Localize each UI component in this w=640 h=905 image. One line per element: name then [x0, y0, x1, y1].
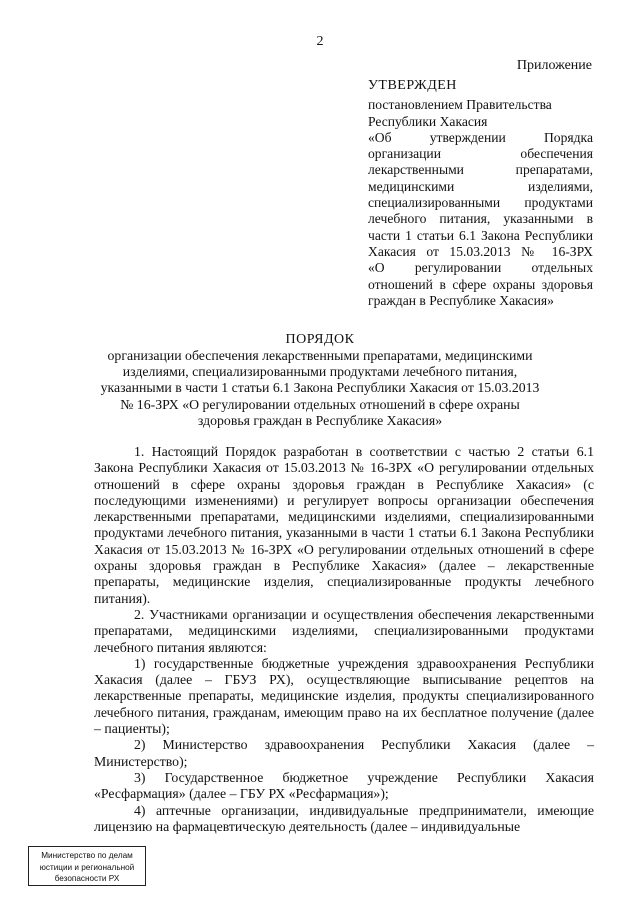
stamp-line: Министерство по делам	[41, 851, 133, 860]
decree-title-line: специализированными продуктами	[368, 195, 593, 211]
paragraph: 1. Настоящий Порядок разработан в соответствии с частью 2 статьи 6.1 Закона Республики Хакасия от 15.03.2013 № 16-ЗРХ «О регулировании отдельных отношений в сфере охраны здоровья граждан в Республике Хакасия» (с последующими изменениями) и регулирует вопросы организации обеспечения лекарственными препаратами, медицинскими изделиями, специализированными продуктами лечебного питания, указанными в части 1 статьи 6.1 Закона Республики Хакасия от 15.03.2013 № 16-ЗРХ «О регулировании отдельных отношений в сфере охраны здоровья граждан в Республике Хакасия» (далее – лекарственные препараты, медицинские изделия, специализированные продукты лечебного питания).	[94, 444, 594, 606]
document-body	[94, 444, 594, 835]
decree-title-line: медицинскими изделиями,	[368, 178, 593, 194]
decree-title-line: «О регулировании отдельных	[368, 260, 593, 276]
registration-stamp	[28, 846, 146, 886]
approved-by-line: Республики Хакасия	[368, 113, 488, 129]
decree-title-line: Хакасия от 15.03.2013 № 16-ЗРХ	[368, 243, 593, 259]
approval-block	[368, 78, 593, 309]
paragraph: 2) Министерство здравоохранения Республики Хакасия (далее – Министерство);	[94, 737, 594, 769]
decree-title-line: лекарственными препаратами,	[368, 162, 593, 178]
paragraph: 4) аптечные организации, индивидуальные предприниматели, имеющие лицензию на фармацевтическую деятельность (далее – индивидуальные	[94, 802, 594, 834]
paragraph: 3) Государственное бюджетное учреждение Республики Хакасия «Ресфармация» (далее – ГБУ РХ «Ресфармация»);	[94, 769, 594, 802]
decree-title-line: организации обеспечения	[368, 146, 593, 162]
approved-heading: УТВЕРЖДЕН	[368, 78, 457, 93]
decree-title-line: «Об утверждении Порядка	[368, 129, 593, 145]
paragraph: 1) государственные бюджетные учреждения здравоохранения Республики Хакасия (далее – ГБУЗ РХ), осуществляющие выписывание рецептов на лекарственные препараты, медицинские изделия, продукты специализированного лечебного питания, гражданам, имеющим право на их бесплатное получение (далее – пациенты);	[94, 655, 594, 737]
decree-title-line: граждан в Республике Хакасия»	[368, 292, 554, 308]
decree-title-line: отношений в сфере охраны здоровья	[368, 276, 593, 292]
approved-by-line: постановлением Правительства	[368, 97, 552, 113]
appendix-label: Приложение	[516, 58, 592, 73]
page-number: 2	[316, 34, 324, 49]
document-title: ПОРЯДОК	[285, 332, 355, 347]
decree-title-line: части 1 статьи 6.1 Закона Республики	[368, 227, 593, 243]
stamp-line: юстиции и региональной	[39, 862, 135, 872]
decree-title	[368, 130, 593, 309]
decree-title-line: лечебного питания, указанными в	[368, 211, 593, 227]
stamp-line: безопасности РХ	[54, 874, 120, 883]
document-subtitle: организации обеспечения лекарственными препаратами, медицинскими изделиями, специализированными продуктами лечебного питания, указанными в части 1 статьи 6.1 Закона Республики Хакасия от 15.03.2013 № 16-ЗРХ «О регулировании отдельных отношений в сфере охраны здоровья граждан в Республике Хакасия»	[100, 348, 540, 428]
paragraph: 2. Участниками организации и осуществления обеспечения лекарственными препаратами, медицинскими изделиями, специализированными продуктами лечебного питания являются:	[94, 606, 594, 655]
